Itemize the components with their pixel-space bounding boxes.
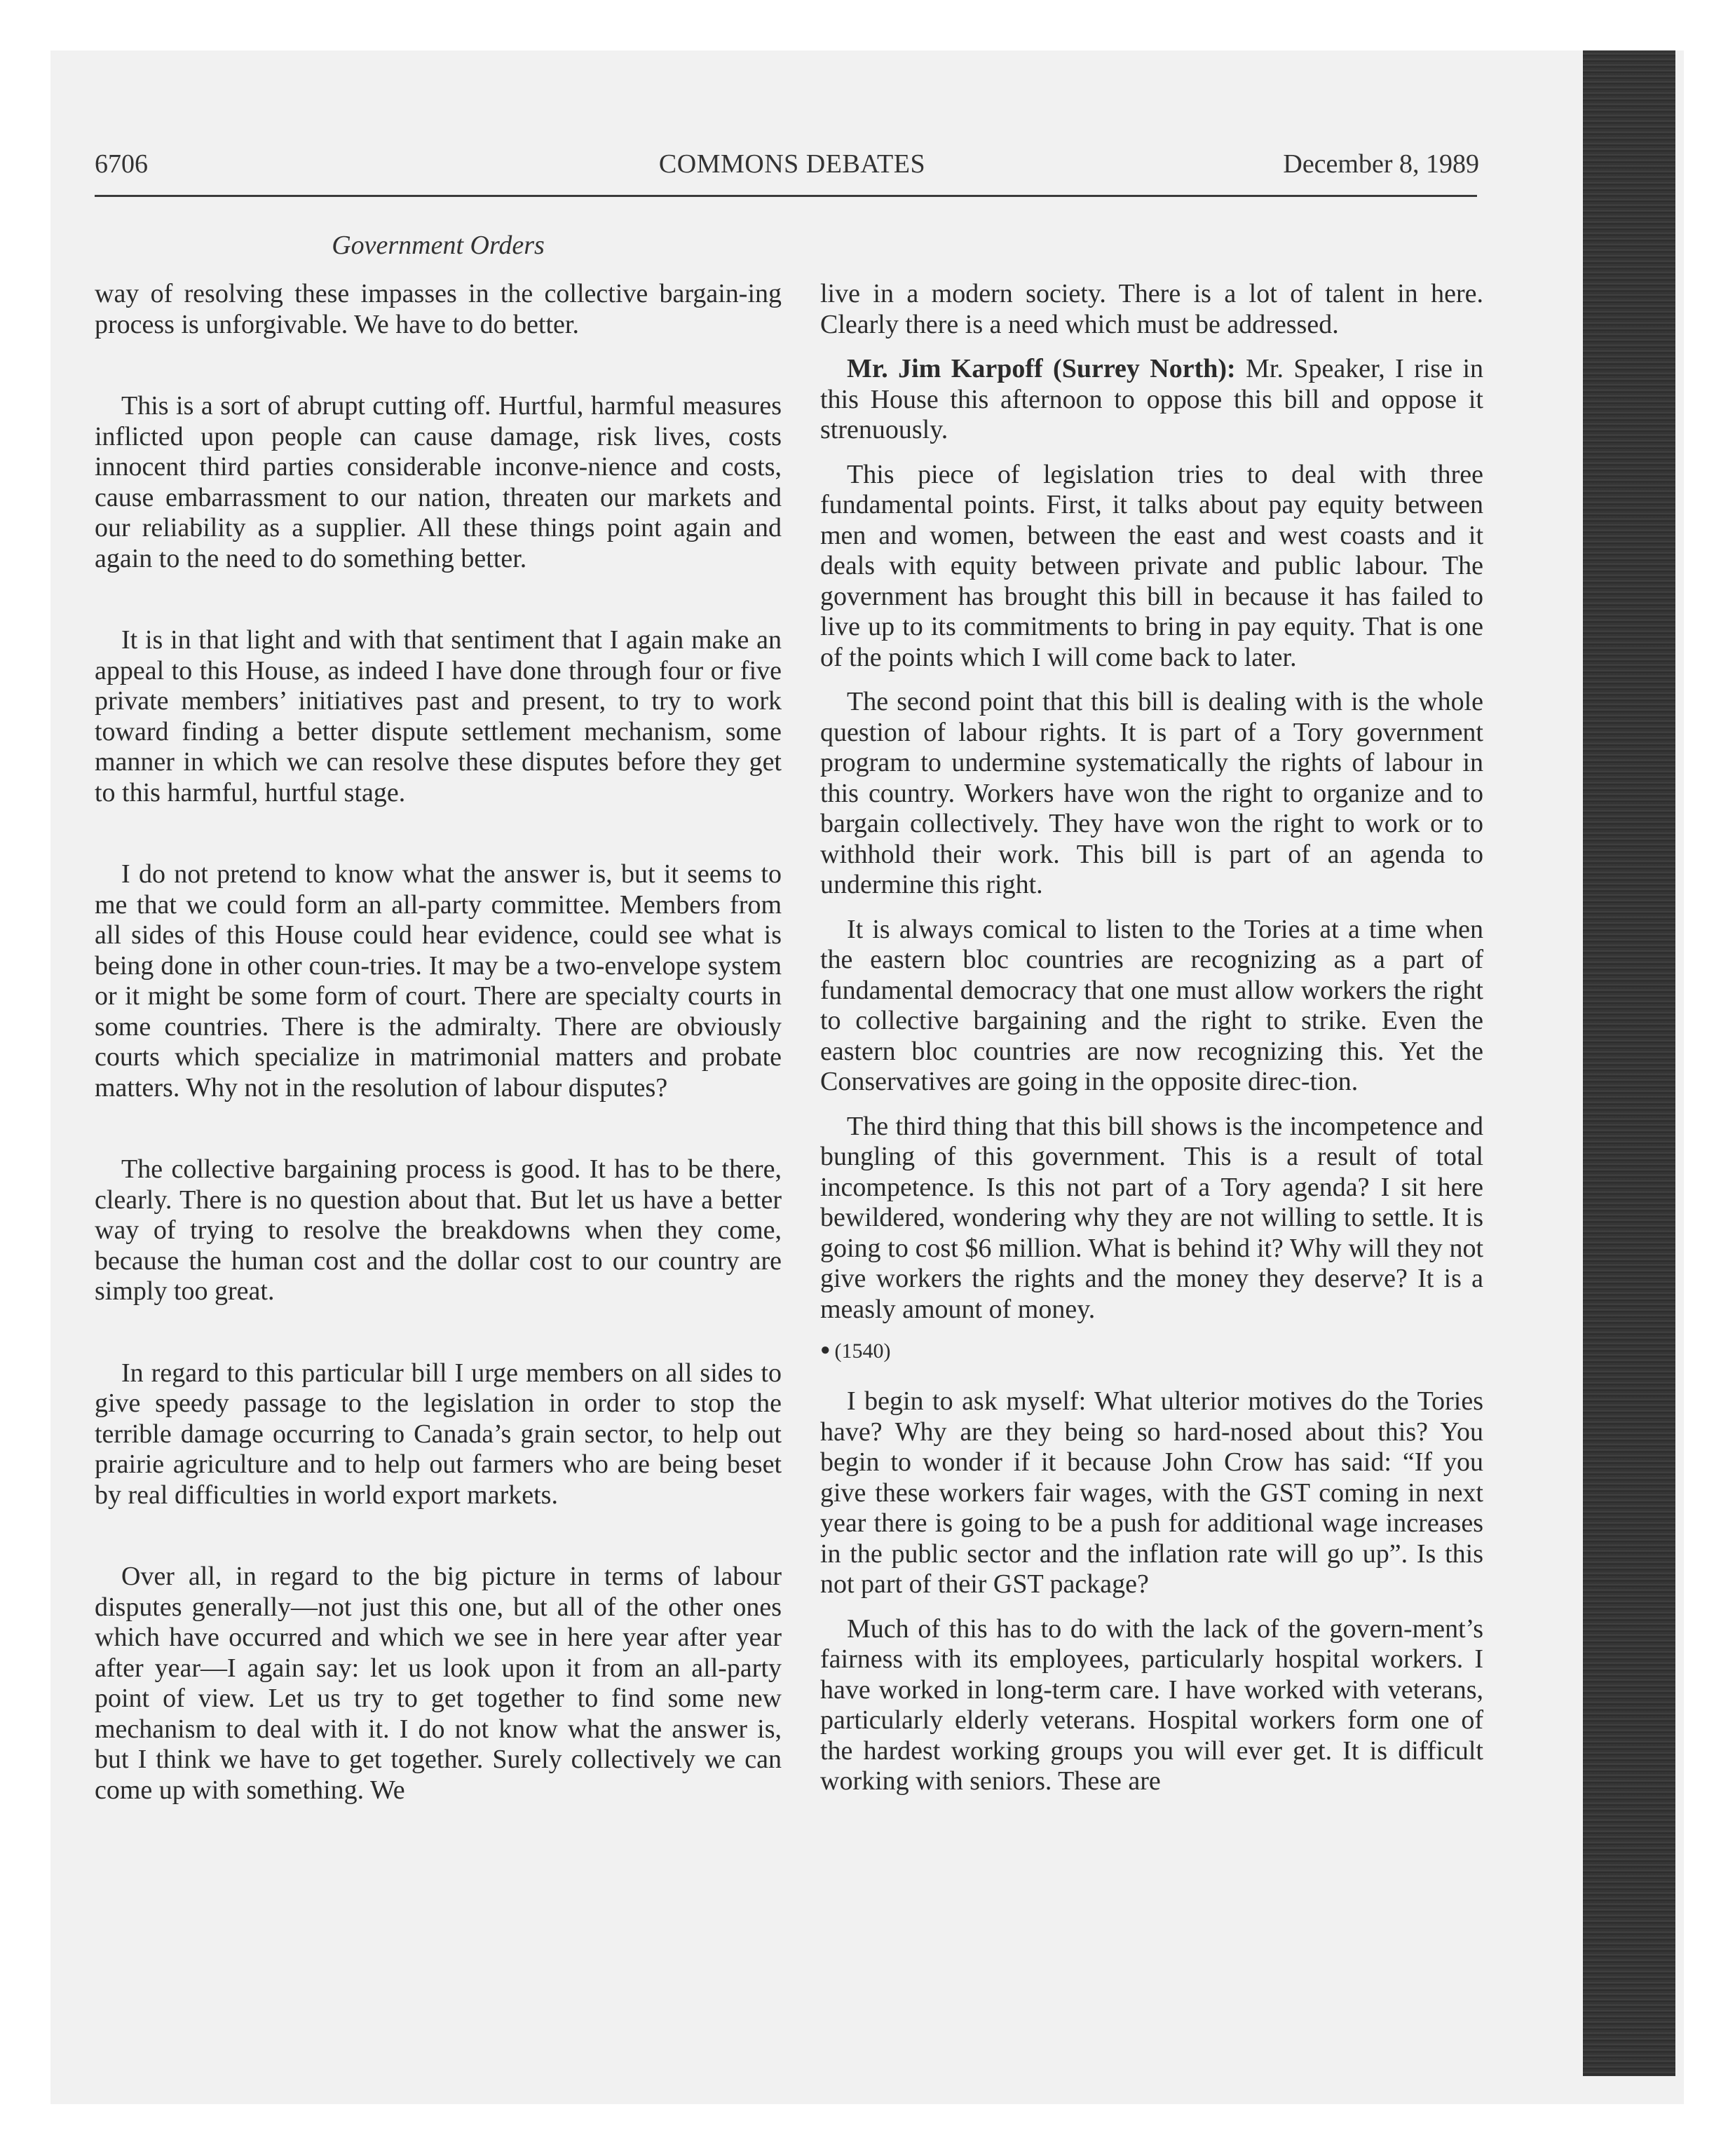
paragraph: The collective bargaining process is good. It has to be there, clearly. There is no question about that. But let us have a better way of trying to resolve the breakdowns when they come, because the human cost and the dollar cost to our country are simply too great.	[95, 1154, 782, 1306]
paragraph: The third thing that this bill shows is the incompetence and bungling of this government. This is a result of total incompetence. Is this not part of a Tory agenda? I sit here bewildered, wondering why they are not willing to settle. It is going to cost $6 million. What is behind it? Why will they not give workers the rights and the money they deserve? It is a measly amount of money.	[820, 1111, 1483, 1324]
right-column	[820, 279, 1483, 1797]
paragraph: I begin to ask myself: What ulterior motives do the Tories have? Why are they being so hard-nosed about this? You begin to wonder if it because John Crow has said: “If you give these workers fair wages, with the GST coming in next year there is going to be a push for additional wage increases in the public sector and the inflation rate will go up”. Is this not part of their GST package?	[820, 1386, 1483, 1599]
speech-text: Mr. Speaker, I rise in this House this afternoon to oppose this bill and oppose it strenuously.	[820, 354, 1483, 444]
paragraph: It is in that light and with that sentiment that I again make an appeal to this House, as indeed I have done through four or five private members’ initiatives past and present, to try to work toward finding a better dispute settlement mechanism, some manner in which we can resolve these disputes before they get to this harmful, hurtful stage.	[95, 625, 782, 807]
time-marker-text: (1540)	[834, 1339, 891, 1363]
page-number: 6706	[95, 149, 148, 179]
publication-date: December 8, 1989	[1283, 149, 1479, 179]
publication-title: COMMONS DEBATES	[658, 149, 926, 179]
bullet-icon: ●	[820, 1341, 831, 1359]
paragraph: The second point that this bill is dealing with is the whole question of labour rights. It is part of a Tory government program to undermine systematically the rights of labour in this country. Workers have won the right to organize and to bargain collectively. They have won the right to work or to withhold their work. This bill is part of an agenda to undermine this right.	[820, 687, 1483, 899]
section-heading: Government Orders	[332, 231, 545, 260]
paragraph: In regard to this particular bill I urge members on all sides to give speedy passage to the legislation in order to stop the terrible damage occurring to Canada’s grain sector, to help out prairie agriculture and to help out farmers who are being beset by real difficulties in world export markets.	[95, 1358, 782, 1510]
speaker-paragraph	[820, 354, 1483, 446]
paragraph: It is always comical to listen to the Tories at a time when the eastern bloc countries are recognizing as a part of fundamental democracy that one must allow workers the right to collective bargaining and the right to strike. Even the eastern bloc countries are now recognizing this. Yet the Conservatives are going in the opposite direc-tion.	[820, 914, 1483, 1096]
left-column	[95, 279, 782, 1806]
paragraph: live in a modern society. There is a lot of talent in here. Clearly there is a need which must be addressed.	[820, 279, 1483, 339]
paragraph: way of resolving these impasses in the collective bargain-ing process is unforgivable. We have to do better.	[95, 279, 782, 339]
paragraph: I do not pretend to know what the answer is, but it seems to me that we could form an all-party committee. Members from all sides of this House could hear evidence, could see what is being done in other coun-tries. It may be a two-envelope system or it might be some form of court. There are specialty courts in some countries. There is the admiralty. There are obviously courts which specialize in matrimonial matters and probate matters. Why not in the resolution of labour disputes?	[95, 859, 782, 1103]
header-rule	[95, 195, 1477, 197]
speaker-name: Mr. Jim Karpoff (Surrey North):	[847, 354, 1236, 383]
paragraph: This is a sort of abrupt cutting off. Hurtful, harmful measures inflicted upon people can cause damage, risk lives, costs innocent third parties considerable inconve-nience and costs, cause embarrassment to our nation, threaten our markets and our reliability as a supplier. All these things point again and again to the need to do something better.	[95, 391, 782, 573]
paragraph: Over all, in regard to the big picture in terms of labour disputes generally—not just this one, but all of the other ones which have occurred and which we see in here year after year after year—I again say: let us look upon it from an all-party point of view. Let us try to get together to find some new mechanism to deal with it. I do not know what the answer is, but I think we have to get together. Surely collectively we can come up with something. We	[95, 1562, 782, 1805]
paragraph: Much of this has to do with the lack of the govern-ment’s fairness with its employees, particularly hospital workers. I have worked in long-term care. I have worked with veterans, particularly elderly veterans. Hospital workers form one of the hardest working groups you will ever get. It is difficult working with seniors. These are	[820, 1613, 1483, 1796]
scan-edge-shadow	[1583, 50, 1675, 2076]
time-marker	[820, 1336, 1483, 1365]
paragraph: This piece of legislation tries to deal with three fundamental points. First, it talks about pay equity between men and women, between the east and west coasts and it deals with equity between private and public labour. The government has brought this bill in because it has failed to live up to its commitments to bring in pay equity. That is one of the points which I will come back to later.	[820, 459, 1483, 672]
